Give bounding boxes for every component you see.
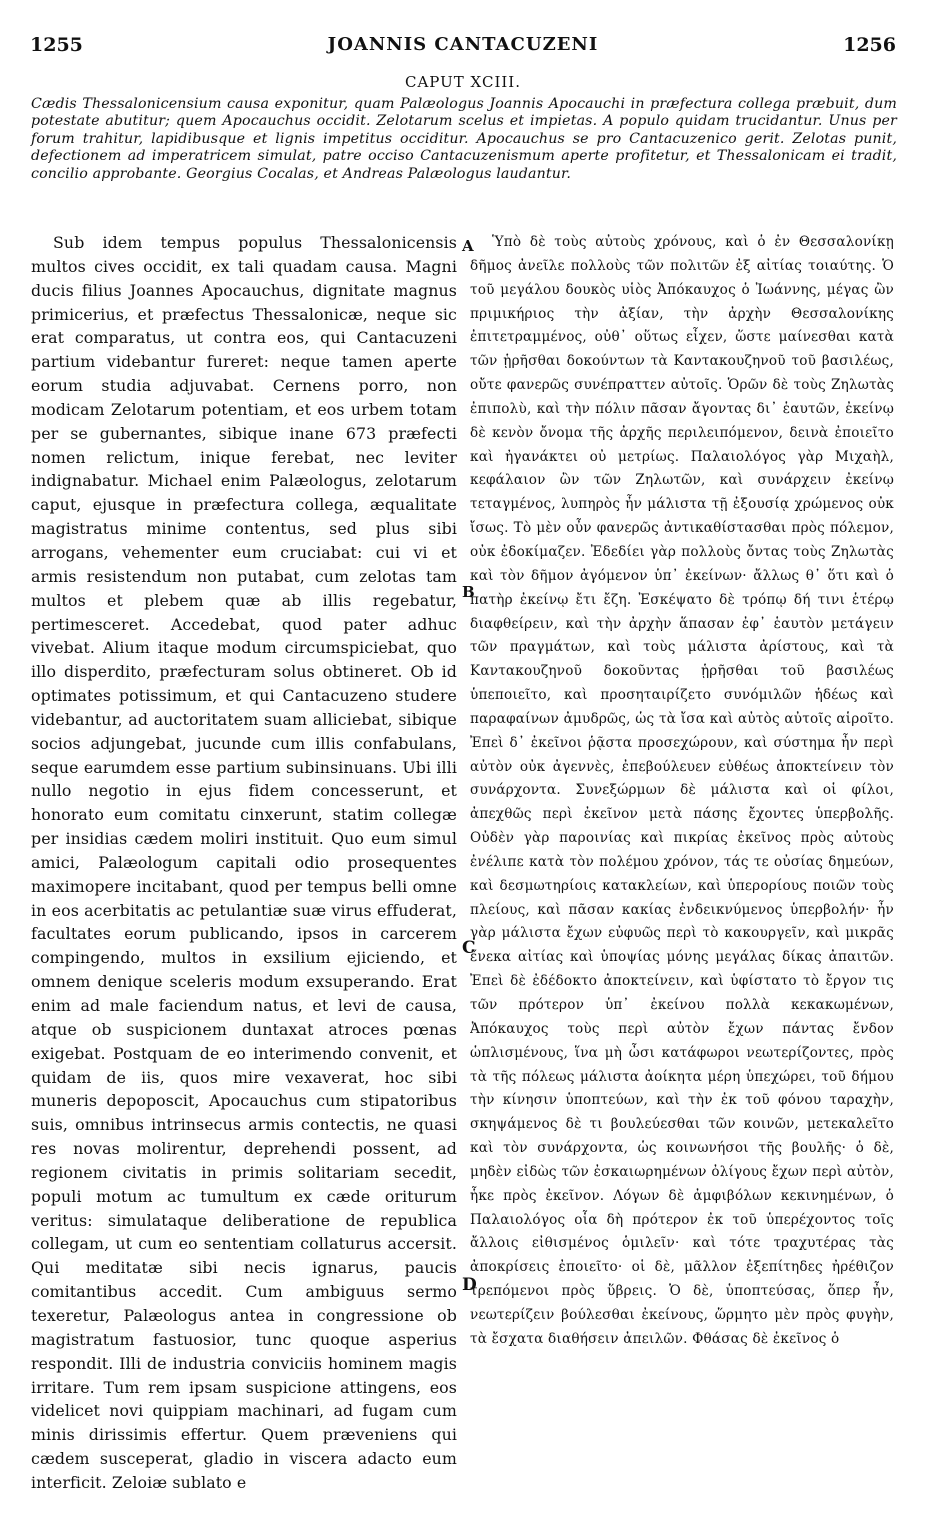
running-head — [30, 34, 896, 58]
margin-letter-d: D — [462, 1275, 477, 1295]
greek-column — [470, 231, 894, 1522]
latin-column — [31, 231, 457, 1522]
margin-letter-a: A — [462, 237, 474, 255]
page-number-left: 1255 — [30, 34, 83, 56]
running-title: JOANNIS CANTACUZENI — [327, 34, 599, 55]
page-number-right: 1256 — [843, 34, 896, 56]
greek-text: Ὑπὸ δὲ τοὺς αὐτοὺς χρόνους, καὶ ὁ ἐν Θεσσαλονίκῃ δῆμος ἀνεῖλε πολλοὺς τῶν πολιτῶν ἐξ αἰτίας τοιαύτης. Ὁ τοῦ μεγάλου δουκὸς υἱὸς Ἀπόκαυχος ὁ Ἰωάννης, μέγας ὢν πριμικήριος τὴν ἀξίαν, τὴν ἀρχὴν Θεσσαλονίκης ἐπιτετραμμένος, οὐθ᾽ οὕτως εἶχεν, ὥστε μαίνεσθαι κατὰ τῶν ᾑρῆσθαι δοκούντων τὰ Καντακουζηνοῦ τοῦ βασιλέως, οὔτε φανερῶς συνέπραττεν αὐτοῖς. Ὁρῶν δὲ τοὺς Ζηλωτὰς ἐπιπολὺ, καὶ τὴν πόλιν πᾶσαν ἄγοντας δι᾽ ἑαυτῶν, ἐκείνῳ δὲ κενὸν ὄνομα τῆς ἀρχῆς περιλειπόμενον, δεινὰ ἐποιεῖτο καὶ ἠγανάκτει οὐ μετρίως. Παλαιολόγος γὰρ Μιχαὴλ, κεφάλαιον ὢν τῶν Ζηλωτῶν, καὶ συνάρχειν ἐκείνῳ τεταγμένος, λυπηρὸς ἦν μάλιστα τῇ ἐξουσίᾳ χρώμενος οὐκ ἴσως. Τὸ μὲν οὖν φανερῶς ἀντικαθίστασθαι πρὸς πόλεμον, οὐκ ἐδοκίμαζεν. Ἐδεδίει γὰρ πολλοὺς ὄντας τοὺς Ζηλωτὰς καὶ τὸν δῆμον ἀγόμενον ὑπ᾽ ἐκείνων· ἄλλως θ᾽ ὅτι καὶ ὁ πατὴρ ἐκείνῳ ἔτι ἔζη. Ἐσκέψατο δὲ τρόπῳ δή τινι ἑτέρῳ διαφθείρειν, καὶ τὴν ἀρχὴν ἅπασαν ἐφ᾽ ἑαυτὸν μετάγειν τῶν πραγμάτων, καὶ τοὺς μάλιστα ἀρίστους, καὶ τὰ Καντακουζηνοῦ δοκοῦντας ᾑρῆσθαι τοῦ βασιλέως ὑπεποιεῖτο, καὶ προσηταιρίζετο συνόμιλῶν ἡδέως καὶ παραφαίνων ἀμυδρῶς, ὡς τὰ ἴσα καὶ αὐτὸς αὐτοῖς αἱροῖτο. Ἐπεὶ δ᾽ ἐκεῖνοι ῥᾷστα προσεχώρουν, καὶ σύστημα ἦν περὶ αὐτὸν οὐκ ἀγεννὲς, ἐπεβούλευεν εὐθέως ἀποκτείνειν τὸν συνάρχοντα. Συνεξώρμων δὲ μάλιστα καὶ οἱ φίλοι, ἀπεχθῶς περὶ ἐκεῖνον μετὰ πάσης ἔχοντες ὑπερβολῆς. Οὐδὲν γὰρ παροινίας καὶ πικρίας ἐκεῖνος πρὸς αὐτοὺς ἐνέλιπε κατὰ τὸν πολέμου χρόνον, τάς τε οὐσίας δημεύων, καὶ δεσμωτηρίοις κατακλείων, καὶ ὑπερορίους ποιῶν τοὺς πλείους, καὶ πᾶσαν κακίας ἐνδεικνύμενος ὑπερβολήν· ἦν γὰρ μάλιστα ἔχων εὐφυῶς περὶ τὸ κακουργεῖν, καὶ μικρᾶς ἕνεκα αἰτίας καὶ ὑποψίας μόνης μεγάλας δίκας ἀπαιτῶν. Ἐπεὶ δὲ ἐδέδοκτο ἀποκτείνειν, καὶ ὑφίστατο τὸ ἔργον τις τῶν πρότερον ὑπ᾽ ἐκείνου πολλὰ κεκακωμένων, Ἀπόκαυχος τοὺς περὶ αὐτὸν ἔχων πάντας ἔνδον ὡπλισμένους, ἵνα μὴ ὦσι κατάφωροι νεωτερίζοντες, πρὸς τὰ τῆς πόλεως μάλιστα ἀοίκητα μέρη ὑπεχώρει, τοῦ δήμου τὴν κίνησιν ὑποπτεύων, καὶ τὴν ἐκ τοῦ φόνου ταραχὴν, σκηψάμενος δὲ τι βουλεύεσθαι τῶν κοινῶν, μετεκαλεῖτο καὶ τὸν συνάρχοντα, ὡς κοινωνήσοι τῆς βουλῆς· ὁ δὲ, μηδὲν εἰδὼς τῶν ἐσκαιωρημένων ὀλίγους ἔχων περὶ αὐτὸν, ἧκε πρὸς ἐκεῖνον. Λόγων δὲ ἀμφιβόλων κεκινημένων, ὁ Παλαιολόγος οἷα δὴ πρότερον ἐκ τοῦ ὑπερέχοντος τοῖς ἄλλοις εἰθισμένος ὁμιλεῖν· καὶ τότε τραχυτέρας τὰς ἀποκρίσεις ἐποιεῖτο· οἱ δὲ, μᾶλλον ἐξεπίτηδες ἠρέθιζον τρεπόμενοι πρὸς ὕβρεις. Ὁ δὲ, ὑποπτεύσας, ὅπερ ἦν, νεωτερίζειν βούλεσθαι ἐκείνους, ὥρμητο μὲν πρὸς φυγὴν, τὰ ἔσχατα διαθήσειν ἀπειλῶν. Φθάσας δὲ ἐκεῖνος ὁ — [470, 234, 894, 1347]
chapter-heading: CAPUT XCIII. — [405, 73, 521, 91]
margin-letter-c: C — [462, 938, 476, 958]
margin-letter-b: B — [462, 583, 475, 601]
latin-text: Sub idem tempus populus Thessalonicensis multos cives occidit, ex tali quadam causa. Magni ducis filius Joannes Apocauchus, dignitate magnus primicerius, et præfectus Thessalonicæ, neque sic erat comparatus, ut contra eos, qui Cantacuzeni partium videbantur fureret: neque tamen aperte eorum studia adjuvabat. Cernens porro, non modicam Zelotarum potentiam, et eos urbem totam per se gubernantes, sibique inane 673 præfecti nomen relictum, inique ferebat, nec leviter indignabatur. Michael enim Palæologus, zelotarum caput, ejusque in præfectura collega, æqualitate magistratus minime contentus, sed plus sibi arrogans, vehementer eum cruciabat: cui vi et armis resistendum non putabat, cum zelotas tam multos et plebem quæ ab illis regebatur, pertimesceret. Accedebat, quod pater adhuc vivebat. Alium itaque modum circumspiciebat, quo illo disperdito, præfecturam solus obtineret. Ob id optimates potissimum, et qui Cantacuzeno studere videbantur, ad auctoritatem suam alliciebat, sibique socios adjungebat, jucunde cum illis confabulans, seque earumdem esse partium subinsinuans. Ubi illi nullo negotio in ejus fidem concesserunt, et honorato eum comitatu cinxerunt, statim collegæ per insidias cædem moliri instituit. Quo eum simul amici, Palæologum capitali odio prosequentes maximopere incitabant, quod per tempus belli omne in eos acerbitatis ac petulantiæ suæ virus effuderat, facultates eorum publicando, ipsos in carcerem compingendo, multos in exsilium ejiciendo, et omnem denique sceleris modum exsuperando. Erat enim ad male faciendum natus, et levi de causa, atque ob suspicionem duntaxat atroces pœnas exigebat. Postquam de eo interimendo convenit, et quidam de iis, quos mire vexaverat, hoc sibi muneris depoposcit, Apocauchus cum stipatoribus suis, omnibus intrinsecus armis contectis, ne quasi res novas molirentur, deprehendi possent, ad regionem civitatis in primis solitariam secedit, populi motum ac tumultum ex cæde oriturum veritus: simulataque deliberatione de republica collegam, ut cum eo sententiam collaturus accersit. Qui meditatæ sibi necis ignarus, paucis comitantibus accedit. Cum ambiguus sermo texeretur, Palæologus antea in congressione ob magistratum fastuosior, tunc quoque asperius respondit. Illi de industria conviciis hominem magis irritare. Tum rem ipsam suspicione attingens, eos videlicet novi quippiam machinari, ad fugam cum minis dirissimis effertur. Quem præveniens qui cædem susceperat, gladio in viscera adacto eum interficit. Zeloiæ sublato e — [31, 233, 457, 1492]
chapter-summary: Cædis Thessalonicensium causa exponitur, quam Palæologus Joannis Apocauchi in præfectura collega præbuit, dum potestate abutitur; quem Apocauchus occidit. Zelotarum scelus et impietas. A populo quidam trucidantur. Unus per forum trahitur, lapidibusque et lignis impetitus occiditur. Apocauchus se pro Cantacuzenico gerit. Zelotas punit, defectionem ad imperatricem simulat, patre occiso Cantacuzenismum aperte profitetur, et Thessalonicam ei tradit, concilio approbante. Georgius Cocalas, et Andreas Palæologus laudantur. — [31, 96, 897, 182]
